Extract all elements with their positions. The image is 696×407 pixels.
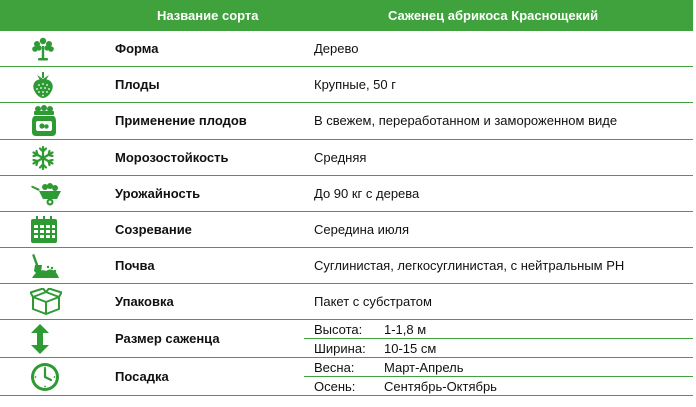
shovel-icon (0, 248, 97, 284)
header-value-column: Саженец абрикоса Краснощекий (304, 0, 693, 31)
row-label: Плоды (97, 67, 304, 103)
table-header (0, 0, 693, 31)
row-value: Дерево (304, 31, 693, 67)
row-value: Пакет с субстратом (304, 284, 693, 320)
box-icon (0, 284, 97, 320)
row-label: Почва (97, 248, 304, 284)
row-value: До 90 кг с дерева (304, 176, 693, 212)
size-width-label: Ширина: (314, 340, 366, 356)
planting-spring (304, 358, 693, 377)
row-value: В свежем, переработанном и замороженном виде (304, 103, 693, 140)
size-height-value: 1-1,8 м (384, 321, 427, 337)
header-icon-column (0, 0, 97, 31)
tree-icon (0, 31, 97, 67)
table-row (0, 67, 693, 103)
row-value: Крупные, 50 г (304, 67, 693, 103)
row-label: Урожайность (97, 176, 304, 212)
planting-spring-label: Весна: (314, 359, 355, 375)
table-row (0, 212, 693, 248)
table-row (0, 284, 693, 320)
size-width-value: 10-15 см (384, 340, 437, 356)
row-label: Морозостойкость (97, 140, 304, 176)
table-row (0, 176, 693, 212)
snowflake-icon (0, 140, 97, 176)
table-row (0, 248, 693, 284)
size-height (304, 320, 693, 339)
row-label: Форма (97, 31, 304, 67)
row-label: Применение плодов (97, 103, 304, 140)
table-row (0, 358, 693, 377)
planting-autumn (304, 377, 693, 396)
planting-autumn-label: Осень: (314, 378, 356, 394)
table-row (0, 31, 693, 67)
row-label: Посадка (97, 358, 304, 396)
planting-autumn-value: Сентябрь-Октябрь (384, 378, 497, 394)
row-value: Середина июля (304, 212, 693, 248)
row-value: Средняя (304, 140, 693, 176)
header-name-column: Название сорта (97, 0, 304, 31)
row-label: Размер саженца (97, 320, 304, 358)
planting-spring-value: Март-Апрель (384, 359, 464, 375)
table-row (0, 140, 693, 176)
table-row (0, 103, 693, 140)
calendar-icon (0, 212, 97, 248)
strawberry-icon (0, 67, 97, 103)
table-row (0, 320, 693, 339)
row-value: Суглинистая, легкосуглинистая, с нейтральным PH (304, 248, 693, 284)
wheelbarrow-icon (0, 176, 97, 212)
size-height-label: Высота: (314, 321, 363, 337)
up-down-arrow-icon (0, 320, 97, 358)
row-label: Созревание (97, 212, 304, 248)
size-width (304, 339, 693, 358)
clock-icon (0, 358, 97, 396)
row-label: Упаковка (97, 284, 304, 320)
jam-jar-icon (0, 103, 97, 140)
